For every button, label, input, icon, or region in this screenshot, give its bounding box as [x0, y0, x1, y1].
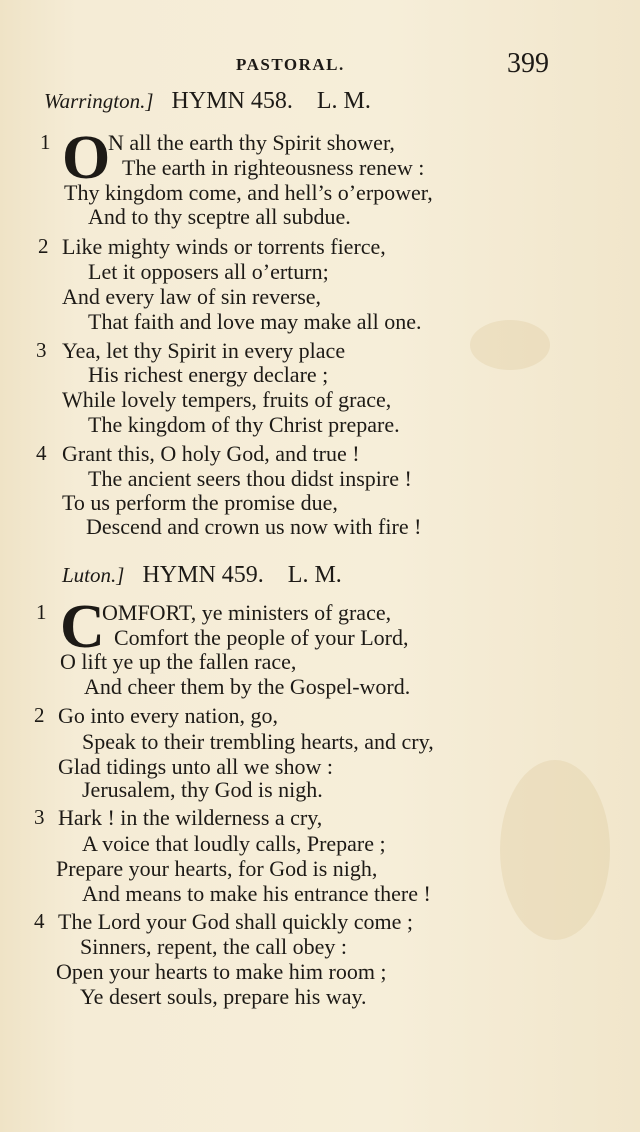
paper-stain — [470, 320, 550, 370]
verse-line: Comfort the people of your Lord, — [114, 625, 409, 650]
verse-line: His richest energy declare ; — [88, 362, 329, 387]
verse-line: That faith and love may make all one. — [88, 309, 422, 334]
stanza-number: 2 — [38, 234, 49, 258]
verse-line: Descend and crown us now with fire ! — [86, 514, 422, 539]
stanza-number: 4 — [36, 441, 47, 465]
verse-line: Like mighty winds or torrents fierce, — [62, 234, 386, 259]
verse-line: And cheer them by the Gospel-word. — [84, 674, 411, 699]
verse-line: Let it opposers all o’erturn; — [88, 259, 329, 284]
verse-line: To us perform the promise due, — [62, 490, 338, 515]
hymn-458-heading — [44, 88, 371, 115]
verse-line: While lovely tempers, fruits of grace, — [62, 387, 392, 412]
verse-line: The Lord your God shall quickly come ; — [58, 909, 413, 934]
tune-name: Warrington.] — [44, 89, 154, 113]
verse-line: OMFORT, ye ministers of grace, — [102, 600, 392, 625]
verse-line: Ye desert souls, prepare his way. — [80, 984, 367, 1009]
verse-line: A voice that loudly calls, Prepare ; — [82, 831, 386, 856]
stanza-number: 1 — [40, 130, 51, 154]
stanza-number: 1 — [36, 600, 47, 624]
verse-line: The kingdom of thy Christ prepare. — [88, 412, 400, 437]
verse-line: N all the earth thy Spirit shower, — [108, 130, 395, 155]
drop-cap: O — [62, 124, 111, 192]
verse-line: Hark ! in the wilderness a cry, — [58, 805, 323, 830]
hymn-meter: L. M. — [316, 88, 371, 114]
verse-line: And every law of sin reverse, — [62, 284, 322, 309]
stanza-number: 3 — [36, 338, 47, 362]
page-number: 399 — [507, 48, 549, 79]
paper-stain — [500, 760, 610, 940]
hymn-meter: L. M. — [287, 562, 342, 588]
verse-line: Glad tidings unto all we show : — [58, 754, 333, 779]
stanza-number: 4 — [34, 909, 45, 933]
stanza-number: 2 — [34, 703, 45, 727]
verse-line: Jerusalem, thy God is nigh. — [82, 777, 323, 802]
drop-cap: C — [60, 593, 105, 661]
hymn-number: HYMN 458. — [171, 88, 293, 114]
hymn-459-heading — [62, 562, 342, 589]
verse-line: Open your hearts to make him room ; — [56, 959, 387, 984]
page-header — [0, 50, 640, 84]
verse-line: O lift ye up the fallen race, — [60, 649, 297, 674]
hymn-number: HYMN 459. — [142, 562, 264, 588]
verse-line: And to thy sceptre all subdue. — [88, 204, 351, 229]
verse-line: The earth in righteousness renew : — [122, 155, 425, 180]
stanza-number: 3 — [34, 805, 45, 829]
running-title: PASTORAL. — [236, 55, 345, 74]
tune-name: Luton.] — [62, 563, 125, 587]
verse-line: Grant this, O holy God, and true ! — [62, 441, 360, 466]
verse-line: The ancient seers thou didst inspire ! — [88, 466, 412, 491]
verse-line: Thy kingdom come, and hell’s o’erpower, — [64, 180, 433, 205]
verse-line: Prepare your hearts, for God is nigh, — [56, 856, 378, 881]
verse-line: Yea, let thy Spirit in every place — [62, 338, 346, 363]
verse-line: Sinners, repent, the call obey : — [80, 934, 347, 959]
verse-line: Go into every nation, go, — [58, 703, 278, 728]
verse-line: And means to make his entrance there ! — [82, 881, 431, 906]
verse-line: Speak to their trembling hearts, and cry, — [82, 729, 434, 754]
